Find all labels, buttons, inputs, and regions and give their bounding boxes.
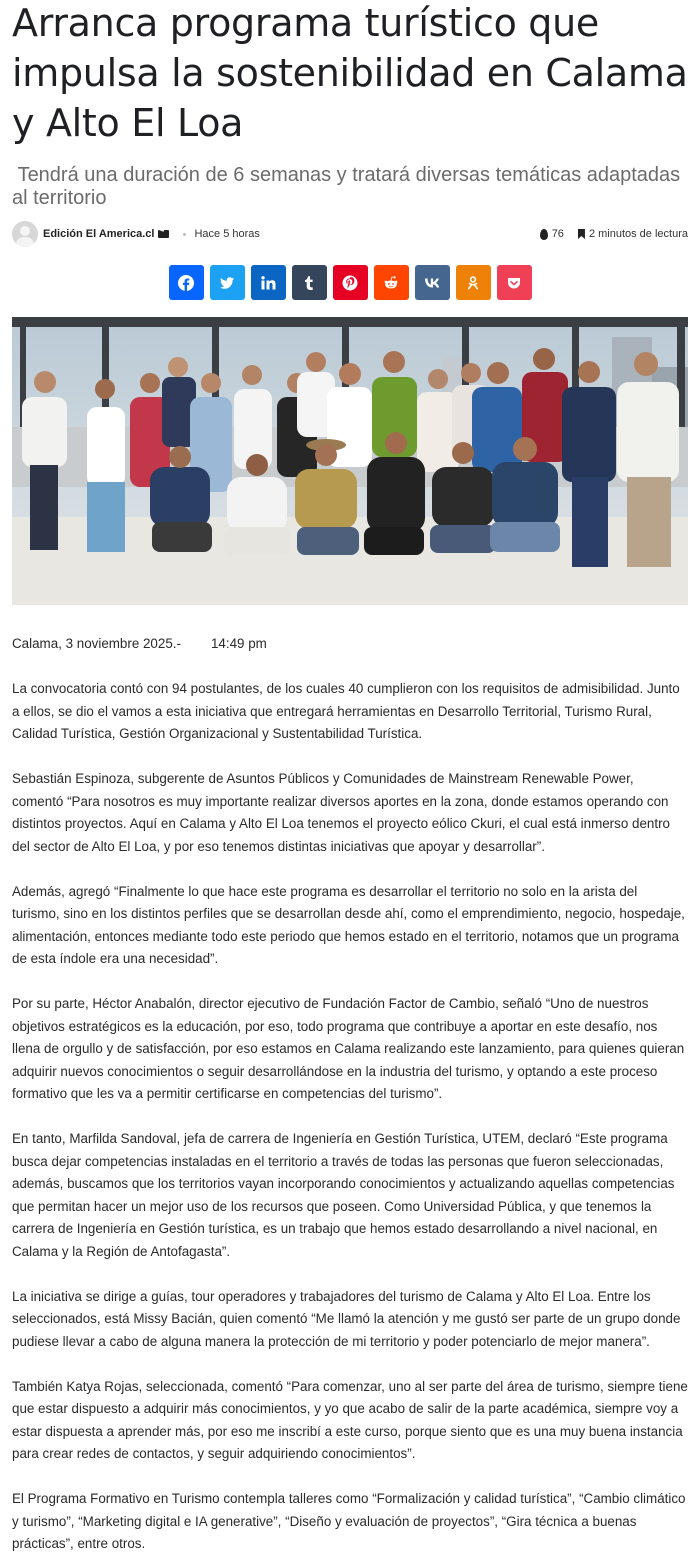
article-body — [12, 633, 688, 1555]
read-time-value: 2 minutos de lectura — [588, 228, 688, 240]
article-date: Calama, 3 noviembre 2025.- — [12, 636, 181, 651]
share-bar — [12, 265, 688, 300]
pocket-icon — [506, 275, 522, 291]
views-count — [540, 228, 564, 240]
reddit-icon — [383, 275, 399, 291]
article-dateline — [12, 633, 688, 656]
tumblr-icon — [301, 275, 317, 291]
share-twitter-button[interactable] — [210, 265, 245, 300]
share-linkedin-button[interactable] — [251, 265, 286, 300]
share-pocket-button[interactable] — [497, 265, 532, 300]
linkedin-icon — [260, 275, 276, 291]
article-title: Arranca programa turístico que impulsa la sostenibilidad en Calama y Alto El Loa — [12, 1, 688, 145]
article-paragraph: También Katya Rojas, seleccionada, comentó “Para comenzar, uno al ser parte del área de turismo, siempre tiene que estar dispuesto a adquirir más conocimientos, y yo que acabo de salir de la parte académica, siempre voy a estar dispuesta a aprender más, por eso me inscribí a este curso, porque siento que es una muy buena instancia para crear redes de contactos, y seguir adquiriendo conocimientos”. — [12, 1378, 688, 1461]
facebook-icon — [178, 275, 194, 291]
read-time — [578, 228, 688, 240]
article-paragraph: La convocatoria contó con 94 postulantes, de los cuales 40 cumplieron con los requisitos de admisibilidad. Junto a ellos, se dio el vamos a esta iniciativa que entregará herramientas en Desarrollo Territorial, Turismo Rural, Calidad Turística, Gestión Organizacional y Sustentabilidad Turística. — [12, 681, 680, 741]
share-facebook-button[interactable] — [169, 265, 204, 300]
article-paragraph: Por su parte, Héctor Anabalón, director ejecutivo de Fundación Factor de Cambio, señaló “Uno de nuestros objetivos estratégicos es la educación, por eso, todo programa que contribuye a aportar en este desafío, nos llena de orgullo y de satisfacción, por eso estamos en Calama realizando este lanzamiento, para quienes quieran adquirir nuevos conocimientos o seguir desarrollándose en la industria del turismo, y optando a este proceso formativo que les va a permitir certificarse en competencias del turismo”. — [12, 996, 685, 1101]
article-subtitle: Tendrá una duración de 6 semanas y tratará diversas temáticas adaptadas al territorio — [12, 164, 681, 209]
twitter-icon — [219, 275, 235, 291]
article-paragraph: La iniciativa se dirige a guías, tour operadores y trabajadores del turismo de Calama y Alto El Loa. Entre los seleccionados, está Missy Bacián, quien comentó “Me llamó la atención y me gustó ser parte de un grupo donde pudiese llevar a cabo de alguna manera la protección de mi territorio y poder potenciarlo de mejor manera”. — [12, 1288, 681, 1349]
group-photo-image — [12, 317, 688, 605]
fire-icon — [540, 229, 548, 240]
share-pinterest-button[interactable] — [333, 265, 368, 300]
article-paragraph: El Programa Formativo en Turismo contempla talleres como “Formalización y calidad turística”, “Cambio climático y turismo”, “Marketing digital e IA generative”, “Diseño y evaluación de proyectos”, “Gira técnica a buenas prácticas”, entre otros. — [12, 1491, 686, 1551]
article-paragraph: En tanto, Marfilda Sandoval, jefa de carrera de Ingeniería en Gestión Turística, UTEM, declaró “Este programa busca dejar competencias instaladas en el territorio a través de todas las personas que fueron seleccionadas, además, buscamos que los territorios vayan incorporando conocimientos y actualizando aquellas competencias que permitan hacer un mejor uso de los recursos que poseen. Como Universidad Pública, y que tenemos la carrera de Ingeniería en Gestión turística, es un trabajo que hemos estado desarrollando a nivel nacional, en Calama y la Región de Antofagasta”. — [12, 1131, 675, 1259]
time-ago: Hace 5 horas — [194, 228, 260, 240]
share-reddit-button[interactable] — [374, 265, 409, 300]
share-tumblr-button[interactable] — [292, 265, 327, 300]
article-paragraph: Además, agregó “Finalmente lo que hace este programa es desarrollar el territorio no solo en la arista del turismo, sino en los distintos perfiles que se desarrollan desde ahí, como el emprendimiento, negocio, hospedaje, alimentación, entonces mediante todo este periodo que hemos estado en el territorio, notamos que un programa de esta índole era una necesidad”. — [12, 883, 685, 966]
mail-icon[interactable] — [158, 230, 169, 238]
article-paragraph: Sebastián Espinoza, subgerente de Asuntos Públicos y Comunidades de Mainstream Renewable Power, comentó “Para nosotros es muy importante realizar diversos aportes en la zona, donde estamos operando con distintos proyectos. Aquí en Calama y Alto El Loa tenemos el proyecto eólico Ckuri, el cual está inmerso dentro del sector de Alto El Loa, y por eso tenemos distintas iniciativas que apoyar y desarrollar”. — [12, 771, 670, 854]
pinterest-icon — [342, 275, 358, 291]
bookmark-icon — [578, 229, 585, 239]
views-value: 76 — [551, 228, 564, 240]
article-time: 14:49 pm — [210, 636, 267, 651]
author-link[interactable]: Edición El America.cl — [43, 228, 155, 240]
vk-icon — [424, 275, 440, 291]
article-meta — [12, 221, 688, 247]
share-vk-button[interactable] — [415, 265, 450, 300]
author-avatar[interactable] — [12, 221, 38, 247]
separator-dot — [183, 233, 186, 236]
share-odnoklassniki-button[interactable] — [456, 265, 491, 300]
group-photo-illustration — [12, 317, 688, 605]
odnoklassniki-icon — [465, 275, 481, 291]
